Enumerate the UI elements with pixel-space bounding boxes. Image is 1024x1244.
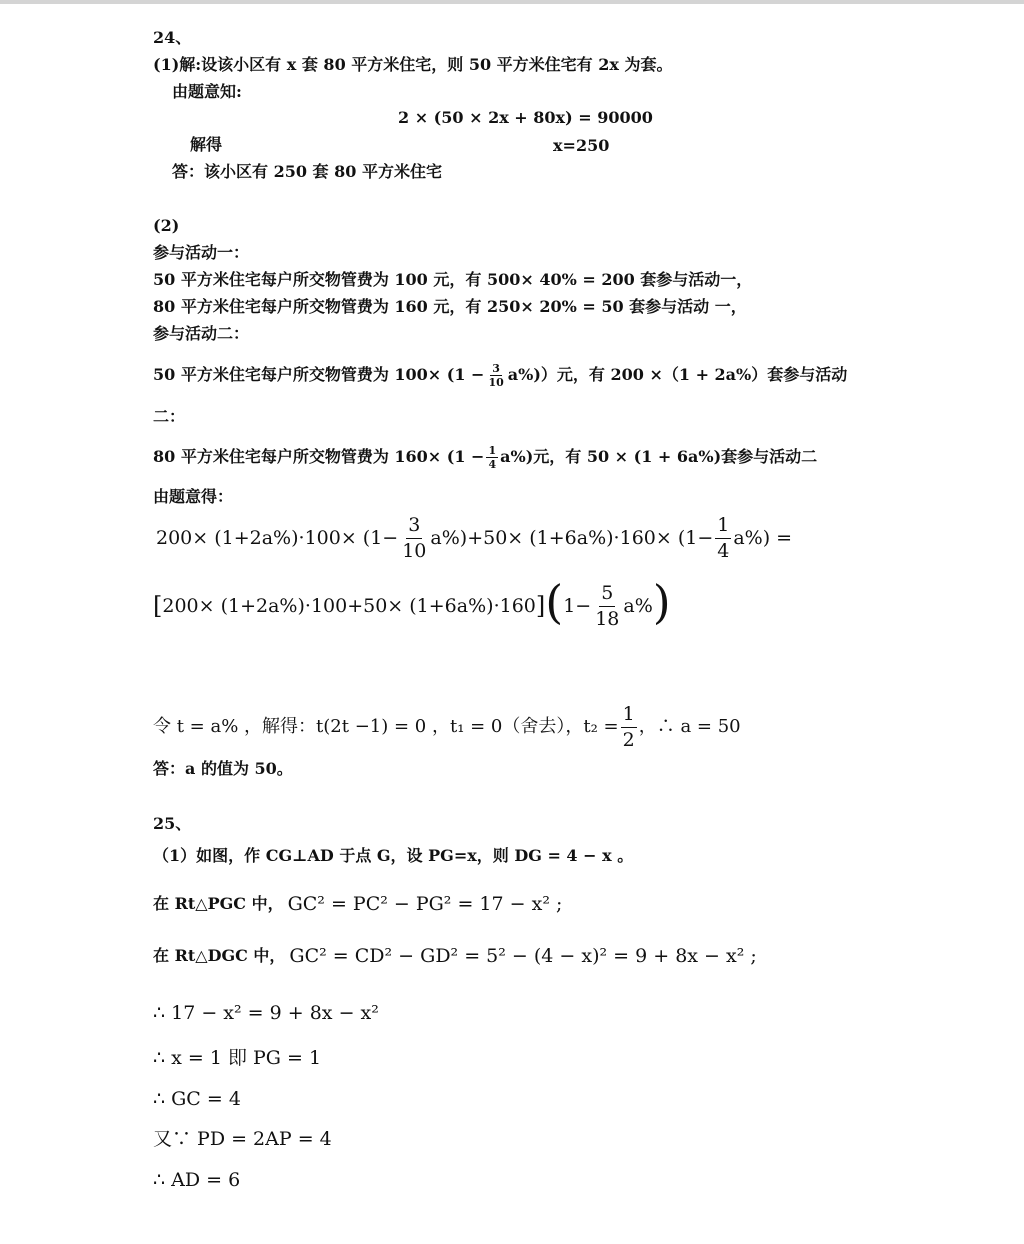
eq1-text-c: a%) = (733, 527, 793, 549)
fraction-numerator: 1 (621, 705, 637, 728)
fraction-denominator: 2 (622, 728, 635, 751)
fraction-1-4 (486, 445, 498, 470)
let-t-line (153, 704, 741, 750)
fraction-denominator: 10 (402, 539, 427, 562)
activity2-line2-text-a: 80 平方米住宅每户所交物管费为 160× (1 − (153, 447, 485, 466)
q24-part1-lead: (1)解:设该小区有 x 套 80 平方米住宅，则 50 平方米住宅有 2x 为套。 (153, 55, 673, 74)
fraction-numerator: 1 (715, 516, 731, 539)
activity2-line1-text-a: 50 平方米住宅每户所交物管费为 100× (1 − (153, 365, 485, 384)
q25-line8: ∴ AD = 6 (153, 1169, 241, 1191)
q25-line3-prefix: 在 Rt△DGC 中， (153, 946, 286, 965)
q25-line7: 又∵ PD = 2AP = 4 (153, 1128, 332, 1150)
open-bracket: [ (153, 592, 163, 620)
q25-line2-formula: GC² = PC² − PG² = 17 − x² ; (287, 893, 563, 915)
fraction-5-18-large (593, 581, 621, 630)
activity2-title: 参与活动二： (153, 324, 250, 343)
activity1-line1: 50 平方米住宅每户所交物管费为 100 元，有 500× 40% = 200 套参与活动一， (153, 270, 753, 289)
close-paren: ) (652, 575, 671, 629)
activity2-line2 (153, 439, 817, 475)
q25-line3-formula: GC² = CD² − GD² = 5² − (4 − x)² = 9 + 8x − x² ; (289, 945, 757, 967)
open-paren: ( (545, 575, 564, 629)
fraction-1-4-large (715, 513, 731, 562)
q25-line5: ∴ x = 1 即 PG = 1 (153, 1047, 322, 1069)
q25-number: 25、 (153, 814, 192, 833)
let-text-b: ，∴ a = 50 (638, 716, 741, 737)
fraction-3-10-large (400, 513, 428, 562)
fraction-denominator: 4 (717, 539, 730, 562)
q25-line4: ∴ 17 − x² = 9 + 8x − x² (153, 1002, 379, 1024)
fraction-numerator: 3 (492, 361, 500, 375)
q25-line2 (153, 894, 562, 914)
fraction-numerator: 1 (488, 443, 497, 457)
q25-line3 (153, 946, 757, 966)
let-text-a: 令 t = a% ，解得：t(2t −1) = 0 ，t₁ = 0（舍去），t₂ = (153, 716, 619, 737)
eq1-text-a: 200× (1+2a%)·100× (1− (156, 527, 399, 549)
activity2-line1-continuation: 二： (153, 407, 186, 426)
activity1-line2: 80 平方米住宅每户所交物管费为 160 元，有 250× 20% = 50 套参与活动 一， (153, 297, 747, 316)
given-2: 由题意得： (153, 487, 234, 506)
activity2-line1-text-b: a%)）元，有 200 ×（1 + 2a%）套参与活动 (507, 365, 848, 384)
eq2-text-c: a% (623, 595, 653, 617)
q24-number: 24、 (153, 28, 192, 47)
q25-line6: ∴ GC = 4 (153, 1088, 241, 1110)
activity2-line1 (153, 357, 847, 393)
fraction-numerator: 5 (599, 584, 615, 607)
main-equation-line1 (156, 512, 792, 564)
fraction-numerator: 3 (406, 516, 422, 539)
q25-line2-prefix: 在 Rt△PGC 中， (153, 894, 284, 913)
eq1-text-b: a%)+50× (1+6a%)·160× (1− (430, 527, 714, 549)
q24-equation: 2 × (50 × 2x + 80x) = 90000 (398, 108, 653, 127)
activity2-line2-text-b: a%)元，有 50 × (1 + 6a%)套参与活动二 (500, 447, 818, 466)
q24-part1-answer: 答：该小区有 250 套 80 平方米住宅 (172, 162, 442, 181)
fraction-1-2 (621, 702, 637, 751)
fraction-denominator: 18 (595, 607, 620, 630)
eq2-text-b: 1− (563, 595, 592, 617)
q25-line1: （1）如图，作 CG⊥AD 于点 G，设 PG=x，则 DG = 4 − x 。 (153, 846, 634, 865)
q24-given: 由题意知: (172, 82, 242, 101)
main-equation-line2 (153, 575, 671, 634)
fraction-denominator: 4 (488, 457, 497, 471)
fraction-denominator: 10 (488, 375, 504, 389)
eq2-text-a: 200× (1+2a%)·100+50× (1+6a%)·160 (162, 595, 536, 617)
q24-solve-label: 解得 (190, 135, 223, 154)
activity1-title: 参与活动一： (153, 243, 250, 262)
fraction-3-10 (486, 363, 505, 388)
q24-solution: x=250 (553, 136, 610, 155)
q24-final-answer: 答：a 的值为 50。 (153, 759, 293, 778)
q24-part2-label: (2) (153, 216, 180, 235)
close-bracket: ] (535, 592, 546, 620)
